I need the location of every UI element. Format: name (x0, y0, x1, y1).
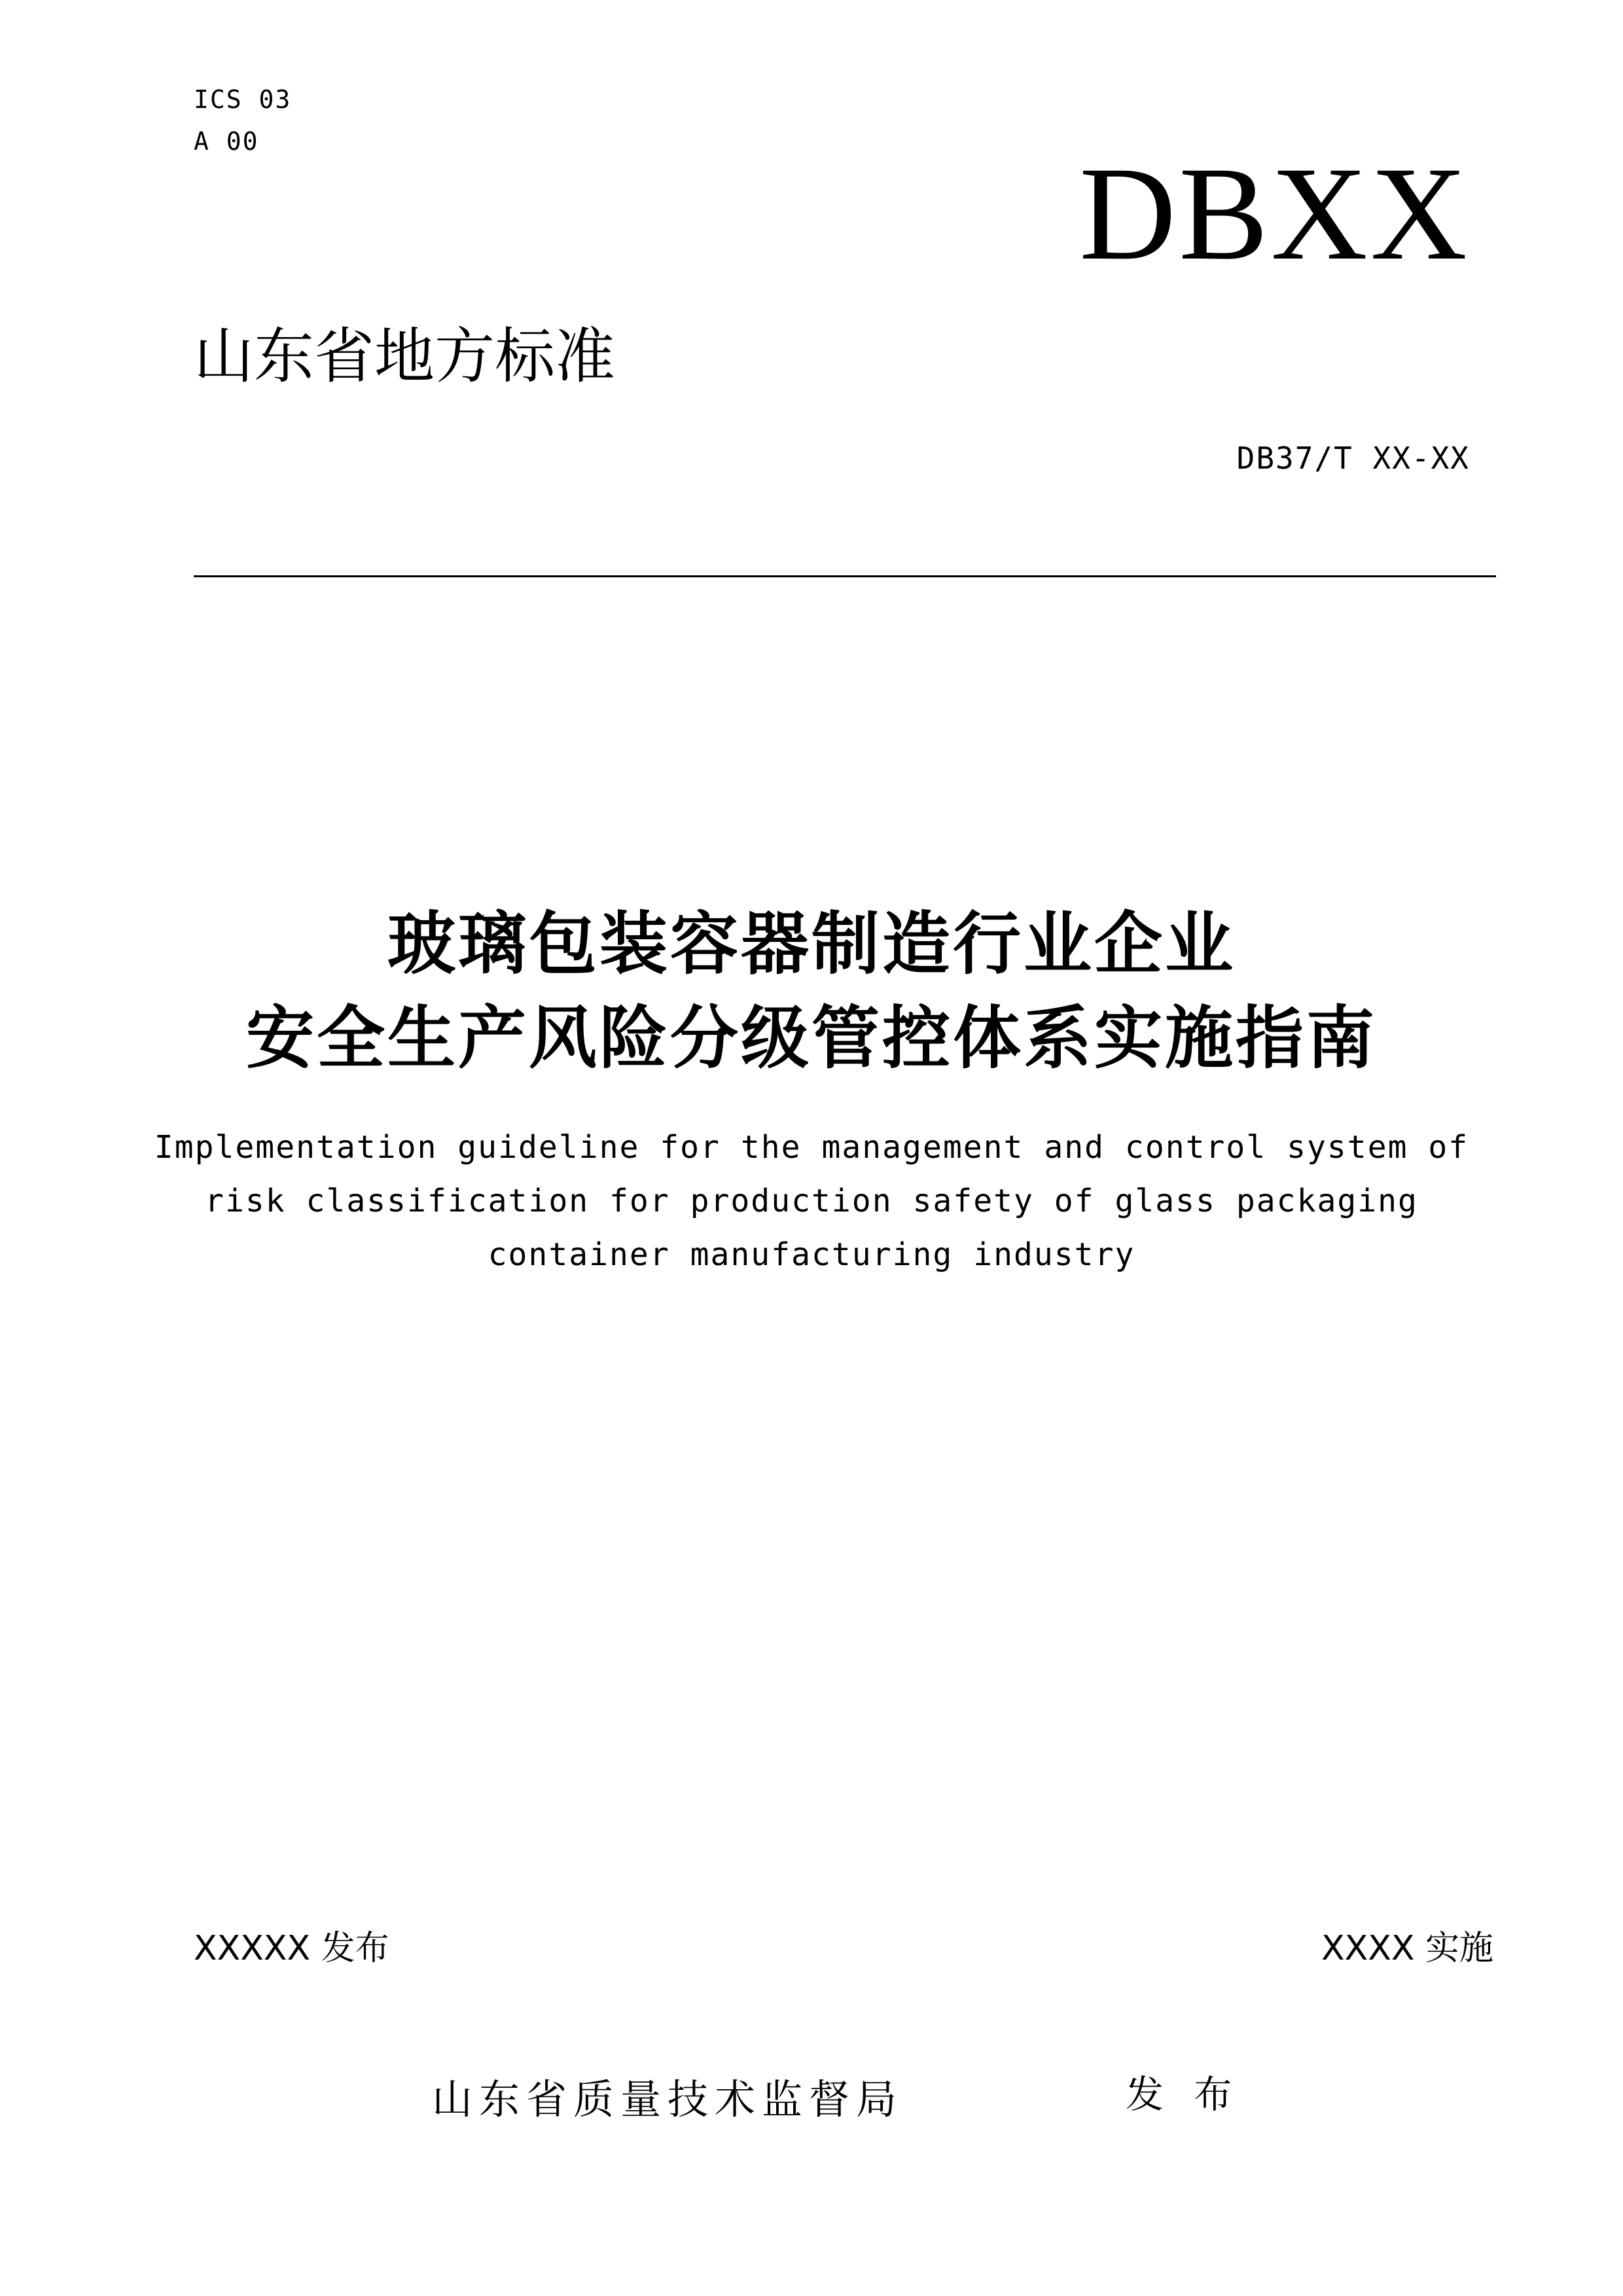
standard-category: 山东省地方标准 (194, 321, 616, 391)
english-title-line: risk classification for production safety of glass packaging (205, 1183, 1418, 1219)
standard-mark: DBXX (1079, 139, 1470, 288)
header-divider (194, 575, 1496, 577)
chinese-title-line: 玻璃包装容器制造行业企业 (387, 904, 1236, 984)
chinese-title (0, 897, 1623, 1085)
implementation-date: XXXX 实施 (1321, 1929, 1493, 1968)
issue-label: 发 布 (1126, 2072, 1241, 2117)
english-title-line: container manufacturing industry (488, 1236, 1135, 1273)
chinese-title-line: 安全生产风险分级管控体系实施指南 (245, 998, 1377, 1078)
classification-code: A 00 (194, 127, 259, 156)
english-title-line: Implementation guideline for the management and control system of (154, 1129, 1469, 1166)
english-title (0, 1121, 1623, 1282)
ics-code: ICS 03 (194, 85, 292, 114)
issuing-authority: 山东省质量技术监督局 (432, 2075, 904, 2123)
standard-number: DB37/T XX-XX (1236, 440, 1470, 476)
issue-date: XXXXX 发布 (194, 1929, 389, 1968)
